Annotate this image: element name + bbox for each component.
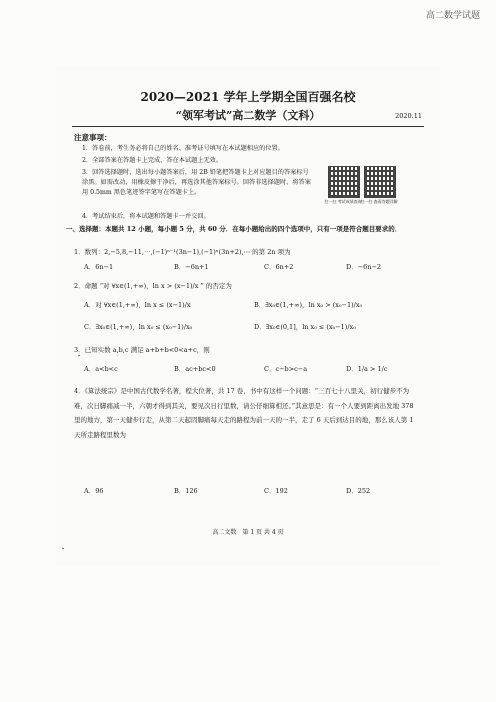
question-option: A．96 [84, 487, 104, 495]
scan-speck [78, 355, 80, 356]
question-option: D．252 [346, 487, 371, 495]
section-heading: 一、选择题：本题共 12 小题，每小题 5 分，共 60 分．在每小题给出的四个选项中，只有一项是符合题目要求的． [66, 225, 402, 233]
qr-code-icon [364, 166, 396, 198]
page-footer: 高二文数 第 1 页 共 4 页 [212, 529, 284, 536]
question-option: D．1/a > 1/c [346, 365, 388, 373]
note-item: 4．考试结束后，将本试题和答题卡一并交回。 [82, 213, 210, 220]
note-item: 2．全部答案在答题卡上完成，答在本试题上无效。 [82, 157, 223, 164]
question-option: C．6n+2 [264, 263, 294, 271]
question-stem: 2．命题 “对 ∀x∈(1,+∞)，ln x > (x−1)/x ” 的否定为 [74, 282, 232, 290]
exam-date: 2020.11 [395, 112, 422, 120]
question-option: B．ac+bc<0 [174, 365, 216, 373]
question-option: A．6n−1 [84, 263, 114, 271]
question-option: C．c−b>c−a [264, 365, 308, 373]
question-option: D．∃x₀∈(0,1]，ln x₀ ≤ (x₀−1)/x₀ [254, 323, 356, 331]
question-option: B．126 [174, 487, 198, 495]
note-item: 3．回答选择题时，选出每小题答案后，用 2B 铅笔把答题卡上对应题目的答案标号涂黑。如需改动，用橡皮擦干净后，再选涂其他答案标号。回答非选择题时，将答案用 0.5mm 黑色笔迹签字笔写在答题卡上。 [82, 169, 311, 196]
scan-speck [62, 548, 64, 549]
question-option: C．192 [264, 487, 288, 495]
question-option: C．∃x₀∈(1,+∞)，ln x₀ ≤ (x₀−1)/x₀ [84, 323, 193, 331]
corner-label: 高二数学试题 [425, 11, 480, 21]
question-option: B．∃x₀∈(1,+∞)，ln x₀ > (x₀−1)/x₀ [254, 301, 363, 309]
question-option: A．a<b<c [84, 365, 118, 373]
title-rule [72, 126, 424, 127]
question-stem: 3．已知实数 a,b,c 满足 a+b+b<0<a+c，则 [74, 346, 210, 354]
exam-subtitle: “领军考试”高二数学（文科） [175, 109, 321, 122]
exam-title: 2020—2021 学年上学期全国百强名校 [140, 90, 356, 104]
qr-code-icon [328, 166, 360, 198]
qr-caption: 扫一扫 考试成绩查询 [324, 199, 362, 204]
question-option: A．对 ∀x∈(1,+∞)，ln x ≤ (x−1)/x [84, 301, 191, 309]
question-option: D．−6n−2 [346, 263, 382, 271]
qr-caption: 扫一扫 查看答题详解 [360, 199, 398, 204]
exam-sheet [56, 66, 440, 566]
note-item: 1．答卷前，考生务必将自己的姓名、准考证号填写在本试题相应的位置。 [82, 145, 284, 152]
notes-heading: 注意事项： [74, 133, 112, 142]
question-stem: 1．数列：2,−5,8,−11,⋯,(−1)ⁿ⁻¹(3n−1),(−1)ⁿ(3n+2),⋯ 的第 2n 项为 [74, 248, 291, 256]
question-option: B．−6n+1 [174, 263, 209, 271]
question-stem: 4．《算法统宗》是中国古代数学名著，程大位著，共 17 卷，书中有这样一个问题：“三百七十八里关，初行健步不为难，次日脚痛减一半，六朝才得到其关，要见次日行里数，请公仔细算相还。”其意思是：有一个人要到距离出发地 378 里的地方，第一天健步行走，从第二天起因脚痛每天走的路程为前一天的一半，走了 6 天后到达目的地，那么该人第 1 天所走路程里数为 [74, 387, 414, 439]
